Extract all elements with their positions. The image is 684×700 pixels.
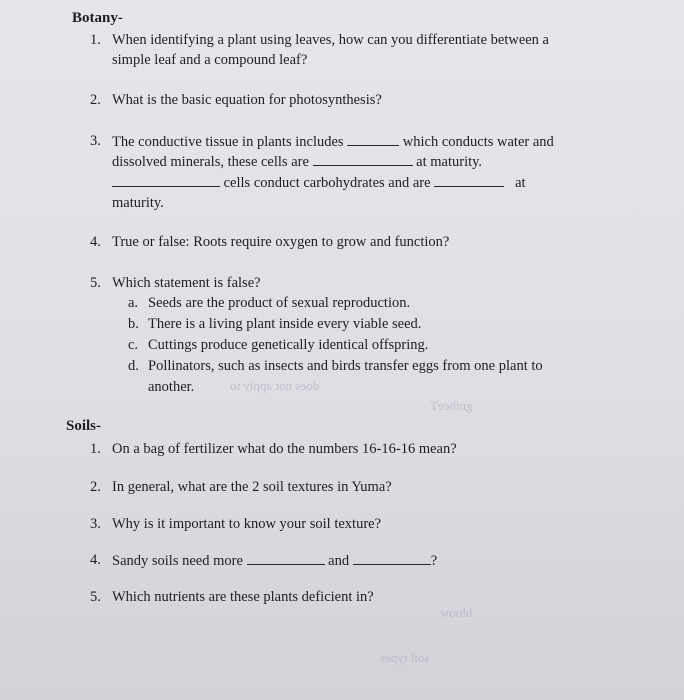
question-text: cells conduct carbohydrates and are	[223, 175, 431, 191]
option-letter: d.	[128, 358, 139, 374]
question-botany-4	[90, 232, 670, 252]
answer-blank[interactable]	[434, 172, 504, 187]
answer-blank[interactable]	[353, 550, 431, 565]
answer-blank[interactable]	[313, 151, 413, 166]
question-text: When identifying a plant using leaves, how can you differentiate between a	[112, 32, 549, 48]
option-text: Seeds are the product of sexual reproduction.	[148, 295, 411, 311]
option-text: another.	[148, 379, 195, 395]
option-letter: c.	[128, 337, 139, 353]
option-text: There is a living plant inside every viable seed.	[148, 316, 422, 332]
question-number: 1.	[90, 441, 101, 457]
question-botany-1	[90, 30, 670, 70]
question-number: 4.	[90, 552, 101, 568]
option-text: Cuttings produce genetically identical offspring.	[148, 337, 429, 353]
question-text: and	[328, 553, 350, 569]
question-number: 3.	[90, 133, 101, 149]
bleed-through-text: soil types	[380, 650, 430, 665]
question-text: Why is it important to know your soil texture?	[112, 516, 382, 532]
section-title-botany: Botany-	[72, 10, 123, 26]
question-text-line	[112, 151, 482, 172]
question-text: dissolved minerals, these cells are	[112, 154, 309, 170]
question-text: maturity.	[112, 195, 164, 211]
question-soils-5	[90, 587, 670, 607]
question-soils-4	[90, 550, 670, 570]
question-botany-2	[90, 90, 670, 110]
question-soils-2	[90, 477, 670, 497]
question-text: ?	[430, 553, 438, 569]
option-letter: b.	[128, 316, 139, 332]
question-text-line	[112, 131, 554, 152]
question-text-line	[112, 550, 437, 571]
question-text: Sandy soils need more	[112, 553, 243, 569]
section-title-soils: Soils-	[66, 418, 102, 434]
question-text: The conductive tissue in plants includes	[112, 134, 344, 150]
question-soils-1	[90, 439, 670, 459]
question-number: 5.	[90, 589, 101, 605]
answer-blank[interactable]	[112, 172, 220, 187]
question-text: What is the basic equation for photosynthesis?	[112, 92, 382, 108]
option-letter: a.	[128, 295, 139, 311]
question-text-line	[112, 172, 526, 193]
question-number: 2.	[90, 92, 101, 108]
question-text: which conducts water and	[402, 134, 554, 150]
question-text: True or false: Roots require oxygen to grow and function?	[112, 234, 450, 250]
question-botany-3	[90, 131, 680, 213]
answer-blank[interactable]	[247, 550, 325, 565]
question-number: 2.	[90, 479, 101, 495]
question-botany-5	[90, 273, 670, 293]
question-soils-3	[90, 514, 670, 534]
bleed-through-text: bloow	[440, 605, 473, 620]
question-text: Which nutrients are these plants deficient in?	[112, 589, 374, 605]
question-number: 3.	[90, 516, 101, 532]
question-number: 5.	[90, 275, 101, 291]
question-text: Which statement is false?	[112, 275, 261, 291]
question-number: 4.	[90, 234, 101, 250]
question-text: at maturity.	[416, 154, 483, 170]
bleed-through-text: does not apply to	[230, 378, 320, 393]
answer-blank[interactable]	[347, 131, 399, 146]
bleed-through-text: gnibeeT	[430, 398, 473, 413]
question-text: at	[515, 175, 526, 191]
question-text: simple leaf and a compound leaf?	[112, 52, 308, 68]
question-text: On a bag of fertilizer what do the numbers 16-16-16 mean?	[112, 441, 457, 457]
question-number: 1.	[90, 32, 101, 48]
option-text: Pollinators, such as insects and birds transfer eggs from one plant to	[148, 358, 543, 374]
question-text: In general, what are the 2 soil textures in Yuma?	[112, 479, 392, 495]
